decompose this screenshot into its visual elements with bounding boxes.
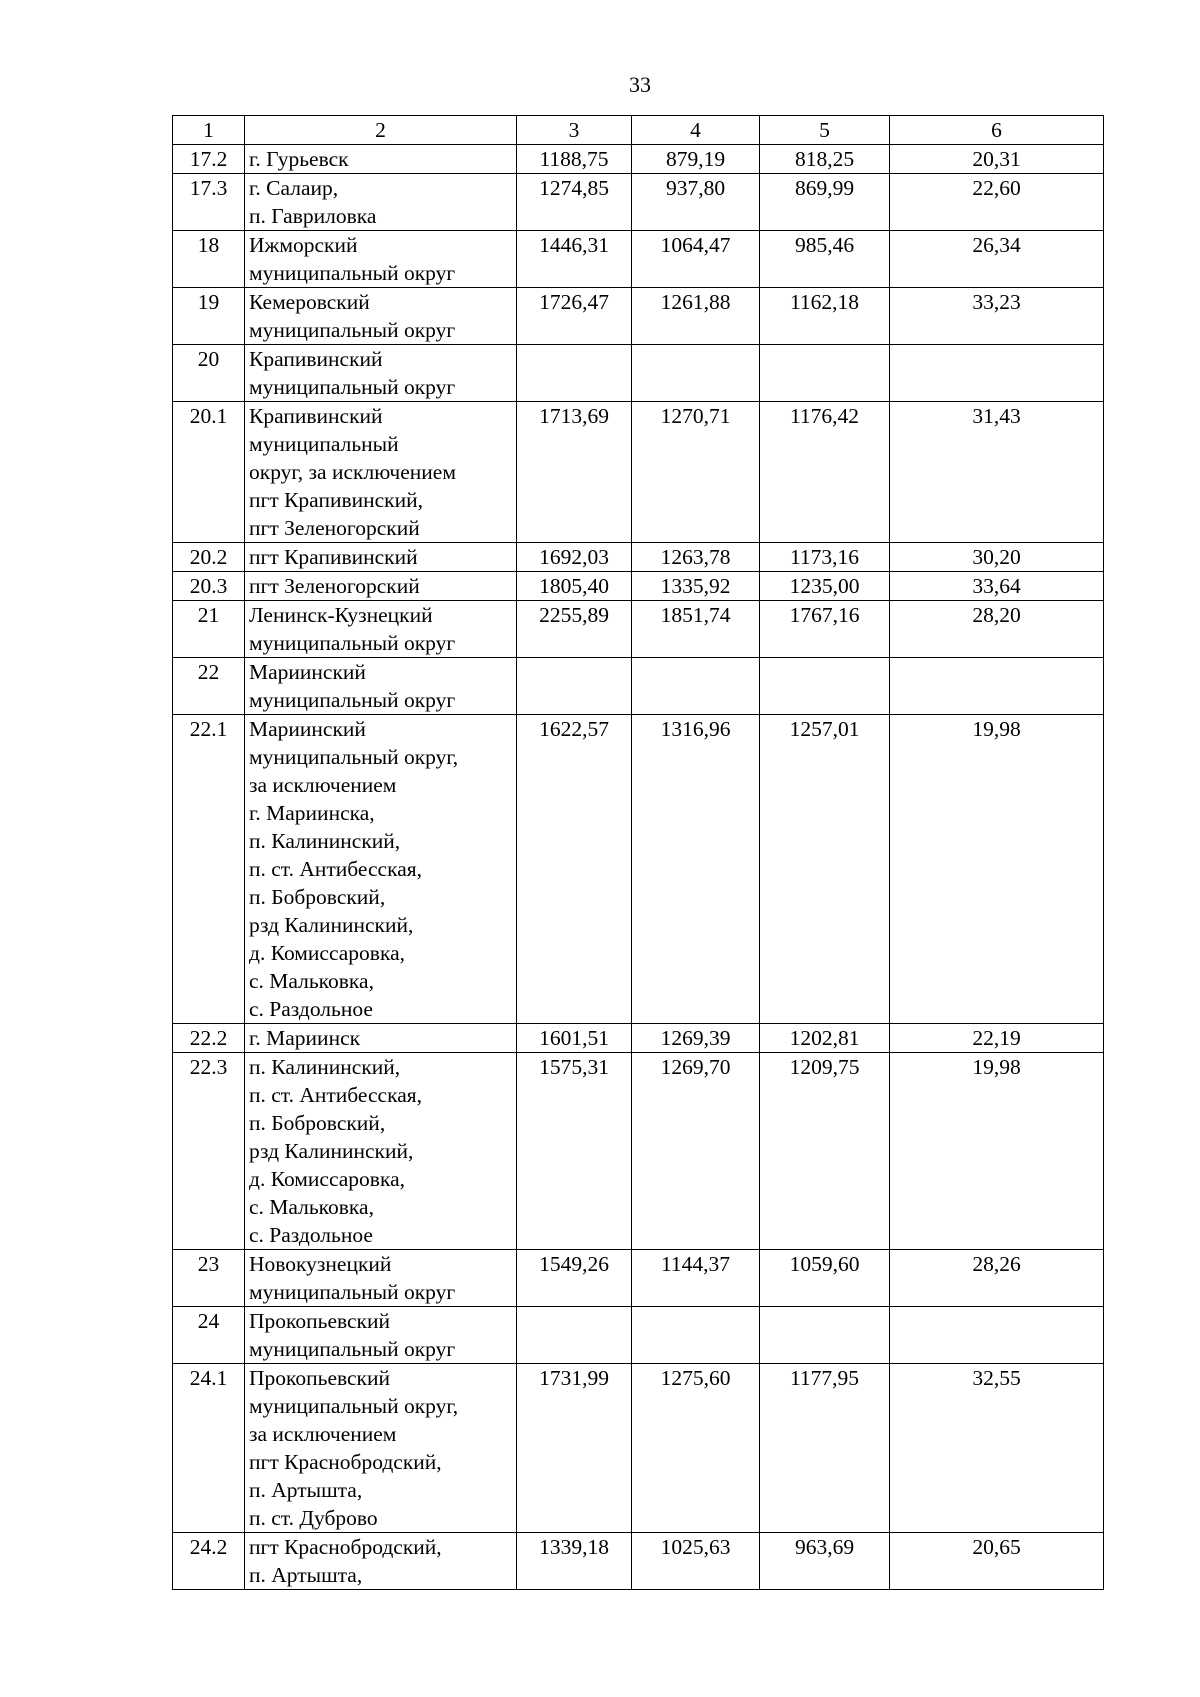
territory-name-cell: г. Салаир, п. Гавриловка <box>245 174 517 231</box>
value-col3-cell: 1274,85 <box>517 174 632 231</box>
table-row <box>173 658 1104 715</box>
value-col3-cell: 1731,99 <box>517 1364 632 1533</box>
row-number-cell: 21 <box>173 601 245 658</box>
territory-name-cell: п. Калининский, п. ст. Антибесская, п. Бобровский, рзд Калининский, д. Комиссаровка, с. Мальковка, с. Раздольное <box>245 1053 517 1250</box>
table-row <box>173 715 1104 1024</box>
territory-name-cell: Кемеровский муниципальный округ <box>245 288 517 345</box>
table-row <box>173 1533 1104 1590</box>
value-col3-cell: 1188,75 <box>517 145 632 174</box>
value-col5-cell: 1767,16 <box>760 601 890 658</box>
value-col6-cell: 33,64 <box>890 572 1104 601</box>
value-col5-cell: 1235,00 <box>760 572 890 601</box>
territory-name-cell: Крапивинский муниципальный округ <box>245 345 517 402</box>
value-col5-cell: 963,69 <box>760 1533 890 1590</box>
value-col6-cell <box>890 345 1104 402</box>
value-col3-cell <box>517 345 632 402</box>
value-col4-cell: 1851,74 <box>632 601 760 658</box>
row-number-cell: 17.2 <box>173 145 245 174</box>
territory-name-cell: Мариинский муниципальный округ <box>245 658 517 715</box>
header-cell: 3 <box>517 116 632 145</box>
value-col5-cell: 1202,81 <box>760 1024 890 1053</box>
value-col6-cell: 26,34 <box>890 231 1104 288</box>
value-col5-cell: 1059,60 <box>760 1250 890 1307</box>
value-col3-cell <box>517 658 632 715</box>
row-number-cell: 18 <box>173 231 245 288</box>
row-number-cell: 23 <box>173 1250 245 1307</box>
value-col5-cell: 1176,42 <box>760 402 890 543</box>
header-cell: 6 <box>890 116 1104 145</box>
value-col6-cell: 20,31 <box>890 145 1104 174</box>
value-col6-cell: 19,98 <box>890 1053 1104 1250</box>
value-col3-cell: 1339,18 <box>517 1533 632 1590</box>
value-col4-cell: 937,80 <box>632 174 760 231</box>
row-number-cell: 22.2 <box>173 1024 245 1053</box>
value-col6-cell: 32,55 <box>890 1364 1104 1533</box>
territory-name-cell: Прокопьевский муниципальный округ <box>245 1307 517 1364</box>
value-col6-cell: 22,60 <box>890 174 1104 231</box>
value-col6-cell: 33,23 <box>890 288 1104 345</box>
row-number-cell: 22 <box>173 658 245 715</box>
value-col5-cell: 1257,01 <box>760 715 890 1024</box>
value-col3-cell: 2255,89 <box>517 601 632 658</box>
tariff-table <box>172 115 1104 1590</box>
territory-name-cell: Прокопьевский муниципальный округ, за исключением пгт Краснобродский, п. Артышта, п. ст. Дуброво <box>245 1364 517 1533</box>
table-row <box>173 1250 1104 1307</box>
value-col6-cell <box>890 658 1104 715</box>
table-row <box>173 402 1104 543</box>
value-col3-cell: 1805,40 <box>517 572 632 601</box>
territory-name-cell: Новокузнецкий муниципальный округ <box>245 1250 517 1307</box>
value-col3-cell: 1549,26 <box>517 1250 632 1307</box>
value-col6-cell: 20,65 <box>890 1533 1104 1590</box>
value-col5-cell <box>760 658 890 715</box>
row-number-cell: 20.2 <box>173 543 245 572</box>
value-col5-cell: 818,25 <box>760 145 890 174</box>
table-header-row <box>173 116 1104 145</box>
value-col5-cell: 1209,75 <box>760 1053 890 1250</box>
table-row <box>173 174 1104 231</box>
value-col5-cell: 1173,16 <box>760 543 890 572</box>
value-col4-cell: 879,19 <box>632 145 760 174</box>
territory-name-cell: пгт Крапивинский <box>245 543 517 572</box>
header-cell: 1 <box>173 116 245 145</box>
value-col3-cell: 1575,31 <box>517 1053 632 1250</box>
table-row <box>173 231 1104 288</box>
header-cell: 5 <box>760 116 890 145</box>
value-col3-cell: 1713,69 <box>517 402 632 543</box>
territory-name-cell: Ленинск-Кузнецкий муниципальный округ <box>245 601 517 658</box>
table-body <box>173 116 1104 1590</box>
value-col3-cell: 1601,51 <box>517 1024 632 1053</box>
territory-name-cell: Крапивинский муниципальный округ, за исключением пгт Крапивинский, пгт Зеленогорский <box>245 402 517 543</box>
row-number-cell: 24.2 <box>173 1533 245 1590</box>
row-number-cell: 22.1 <box>173 715 245 1024</box>
table-row <box>173 288 1104 345</box>
value-col6-cell: 28,26 <box>890 1250 1104 1307</box>
value-col6-cell: 31,43 <box>890 402 1104 543</box>
territory-name-cell: пгт Зеленогорский <box>245 572 517 601</box>
row-number-cell: 24 <box>173 1307 245 1364</box>
value-col4-cell <box>632 1307 760 1364</box>
value-col3-cell <box>517 1307 632 1364</box>
row-number-cell: 19 <box>173 288 245 345</box>
value-col5-cell <box>760 345 890 402</box>
table-row <box>173 1364 1104 1533</box>
table-row <box>173 572 1104 601</box>
value-col4-cell <box>632 345 760 402</box>
table-row <box>173 1307 1104 1364</box>
territory-name-cell: пгт Краснобродский, п. Артышта, <box>245 1533 517 1590</box>
value-col4-cell: 1275,60 <box>632 1364 760 1533</box>
territory-name-cell: Мариинский муниципальный округ, за исключением г. Мариинска, п. Калининский, п. ст. Антибесская, п. Бобровский, рзд Калининский, д. Комиссаровка, с. Мальковка, с. Раздольное <box>245 715 517 1024</box>
value-col6-cell: 19,98 <box>890 715 1104 1024</box>
table-row <box>173 345 1104 402</box>
value-col3-cell: 1726,47 <box>517 288 632 345</box>
value-col4-cell: 1316,96 <box>632 715 760 1024</box>
row-number-cell: 22.3 <box>173 1053 245 1250</box>
row-number-cell: 20.3 <box>173 572 245 601</box>
table-row <box>173 601 1104 658</box>
value-col4-cell: 1144,37 <box>632 1250 760 1307</box>
value-col4-cell: 1270,71 <box>632 402 760 543</box>
value-col6-cell: 28,20 <box>890 601 1104 658</box>
value-col6-cell: 22,19 <box>890 1024 1104 1053</box>
value-col4-cell: 1269,39 <box>632 1024 760 1053</box>
row-number-cell: 17.3 <box>173 174 245 231</box>
row-number-cell: 20 <box>173 345 245 402</box>
value-col5-cell: 1177,95 <box>760 1364 890 1533</box>
value-col4-cell: 1025,63 <box>632 1533 760 1590</box>
territory-name-cell: Ижморский муниципальный округ <box>245 231 517 288</box>
value-col4-cell: 1335,92 <box>632 572 760 601</box>
table-row <box>173 1024 1104 1053</box>
row-number-cell: 24.1 <box>173 1364 245 1533</box>
value-col4-cell: 1261,88 <box>632 288 760 345</box>
table-row <box>173 145 1104 174</box>
header-cell: 4 <box>632 116 760 145</box>
territory-name-cell: г. Мариинск <box>245 1024 517 1053</box>
value-col5-cell <box>760 1307 890 1364</box>
value-col3-cell: 1446,31 <box>517 231 632 288</box>
page-number: 33 <box>629 72 651 97</box>
value-col6-cell: 30,20 <box>890 543 1104 572</box>
value-col5-cell: 869,99 <box>760 174 890 231</box>
table-row <box>173 1053 1104 1250</box>
value-col4-cell: 1269,70 <box>632 1053 760 1250</box>
value-col4-cell: 1064,47 <box>632 231 760 288</box>
value-col4-cell: 1263,78 <box>632 543 760 572</box>
header-cell: 2 <box>245 116 517 145</box>
value-col4-cell <box>632 658 760 715</box>
value-col3-cell: 1622,57 <box>517 715 632 1024</box>
row-number-cell: 20.1 <box>173 402 245 543</box>
value-col3-cell: 1692,03 <box>517 543 632 572</box>
value-col5-cell: 1162,18 <box>760 288 890 345</box>
value-col5-cell: 985,46 <box>760 231 890 288</box>
territory-name-cell: г. Гурьевск <box>245 145 517 174</box>
value-col6-cell <box>890 1307 1104 1364</box>
table-row <box>173 543 1104 572</box>
